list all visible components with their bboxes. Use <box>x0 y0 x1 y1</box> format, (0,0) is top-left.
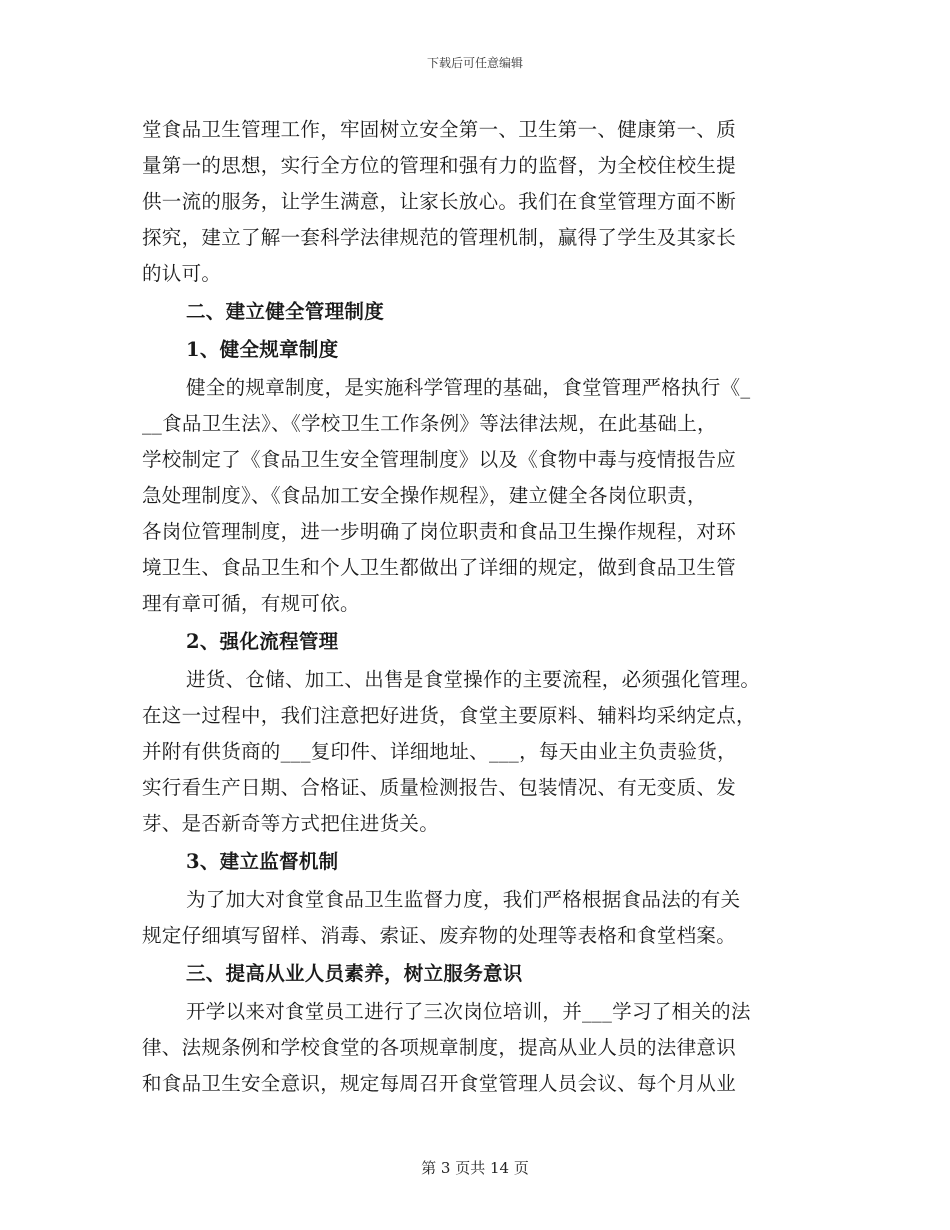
paragraph-line: 开学以来对食堂员工进行了三次岗位培训，并___学习了相关的法 <box>186 1000 751 1023</box>
paragraph-line: 实行看生产日期、合格证、质量检测报告、包装情况、有无变质、发 <box>142 776 737 799</box>
paragraph-line: 的认可。 <box>142 262 222 285</box>
paragraph-line: 急处理制度》、《食品加工安全操作规程》，建立健全各岗位职责， <box>142 484 707 507</box>
paragraph-line: 芽、是否新奇等方式把住进货关。 <box>142 812 440 835</box>
paragraph-line: 各岗位管理制度，进一步明确了岗位职责和食品卫生操作规程，对环 <box>142 520 737 543</box>
paragraph-line: 并附有供货商的___复印件、详细地址、___，每天由业主负责验货， <box>142 740 737 763</box>
page-header: 下载后可任意编辑 <box>426 56 523 70</box>
section-heading: 三、提高从业人员素养，树立服务意识 <box>186 962 523 985</box>
paragraph-line: __食品卫生法》、《学校卫生工作条例》等法律法规，在此基础上， <box>142 412 717 435</box>
section-heading: 二、建立健全管理制度 <box>186 300 385 323</box>
paragraph-line: 学校制定了《食品卫生安全管理制度》以及《食物中毒与疫情报告应 <box>142 448 737 471</box>
paragraph-line: 律、法规条例和学校食堂的各项规章制度，提高从业人员的法律意识 <box>142 1036 737 1059</box>
paragraph-line: 为了加大对食堂食品卫生监督力度，我们严格根据食品法的有关 <box>186 888 741 911</box>
paragraph-line: 规定仔细填写留样、消毒、索证、废弃物的处理等表格和食堂档案。 <box>142 924 737 947</box>
paragraph-line: 境卫生、食品卫生和个人卫生都做出了详细的规定，做到食品卫生管 <box>142 556 737 579</box>
paragraph-line: 和食品卫生安全意识，规定每周召开食堂管理人员会议、每个月从业 <box>142 1072 737 1095</box>
subsection-heading: 1、健全规章制度 <box>186 338 339 361</box>
paragraph-line: 在这一过程中，我们注意把好进货，食堂主要原料、辅料均采纳定点， <box>142 704 756 727</box>
subsection-heading: 3、建立监督机制 <box>186 850 339 873</box>
subsection-heading: 2、强化流程管理 <box>186 630 339 653</box>
paragraph-line: 探究，建立了解一套科学法律规范的管理机制，赢得了学生及其家长 <box>142 226 737 249</box>
paragraph-line: 堂食品卫生管理工作，牢固树立安全第一、卫生第一、健康第一、质 <box>142 118 737 141</box>
page-footer: 第 3 页共 14 页 <box>421 1159 529 1177</box>
paragraph-line: 进货、仓储、加工、出售是食堂操作的主要流程，必须强化管理。 <box>186 668 761 691</box>
paragraph-line: 健全的规章制度，是实施科学管理的基础，食堂管理严格执行《_ <box>186 376 751 399</box>
paragraph-line: 理有章可循，有规可依。 <box>142 592 360 615</box>
paragraph-line: 量第一的思想，实行全方位的管理和强有力的监督，为全校住校生提 <box>142 154 737 177</box>
paragraph-line: 供一流的服务，让学生满意，让家长放心。我们在食堂管理方面不断 <box>142 190 737 213</box>
